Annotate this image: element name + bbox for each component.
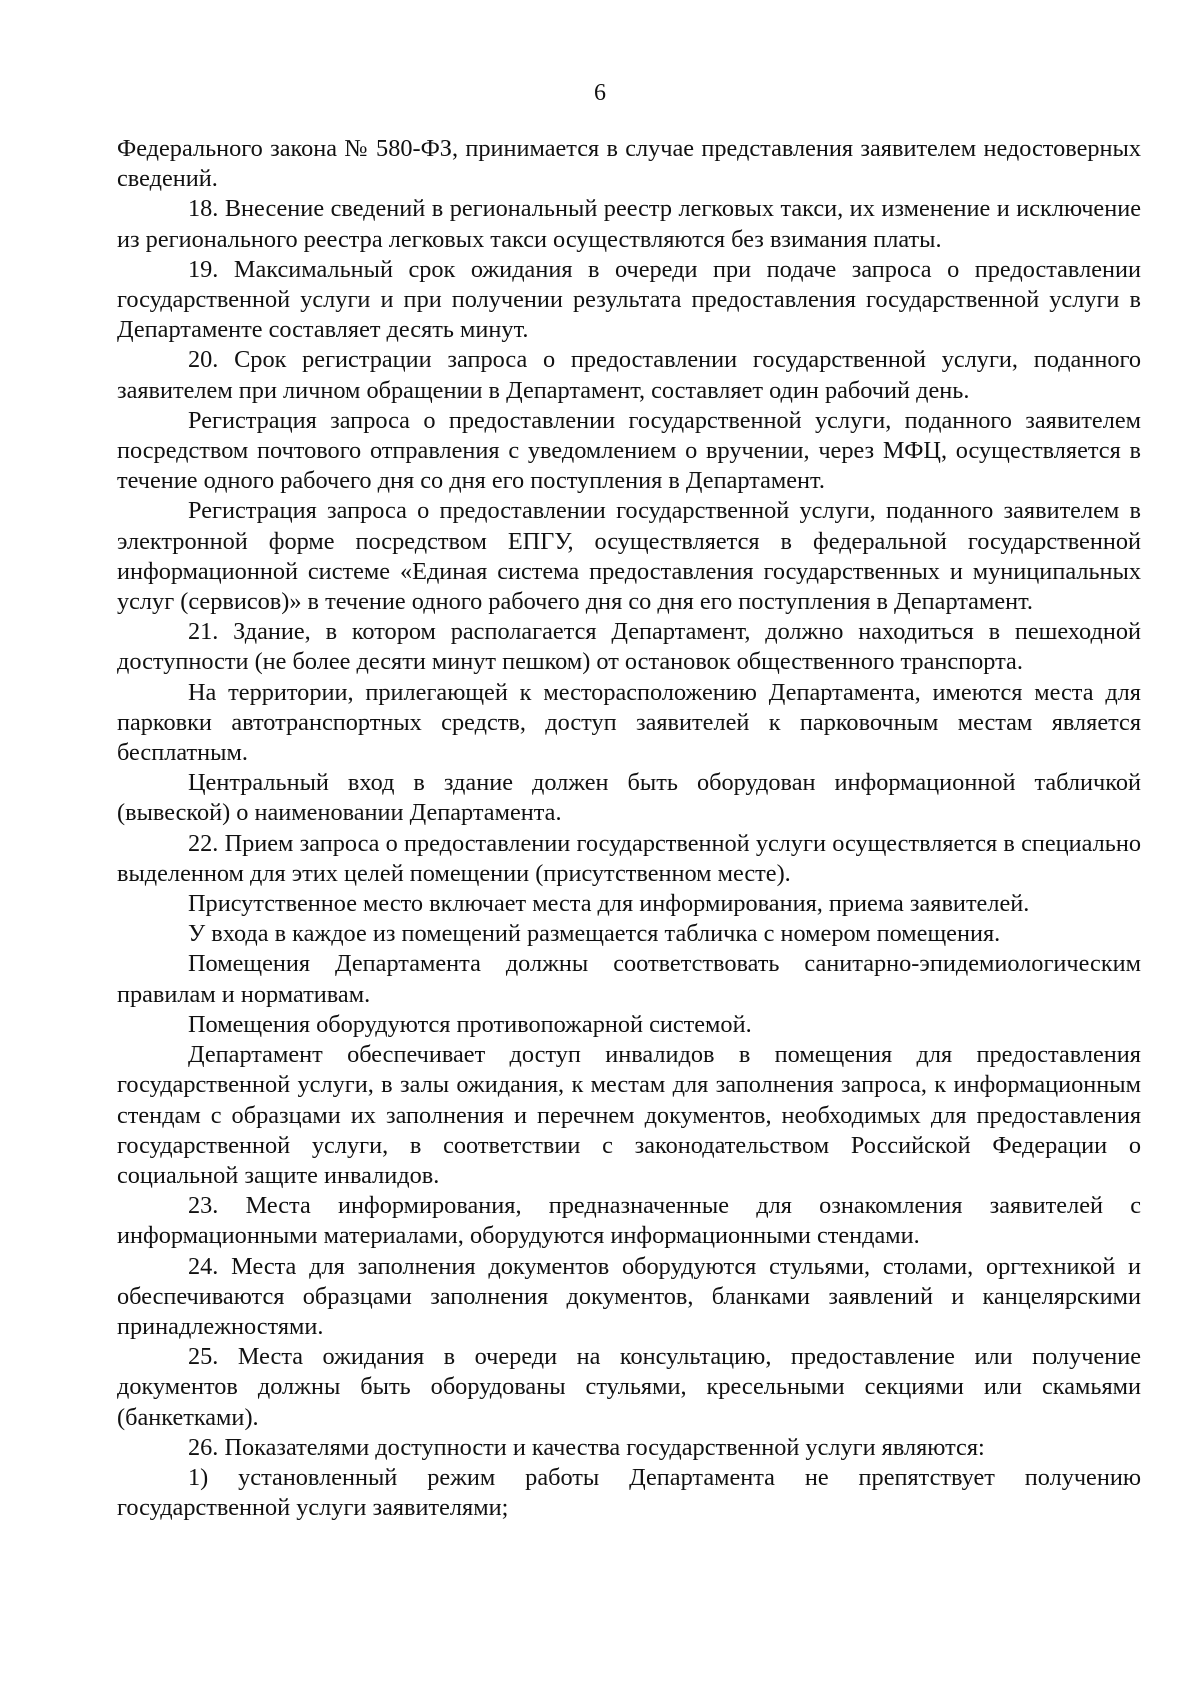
paragraph: 23. Места информирования, предназначенные для ознакомления заявителей с информационными материалами, оборудуются информационными стендами. [117,1192,1141,1250]
paragraph: Центральный вход в здание должен быть оборудован информационной табличкой (вывеской) о наименовании Департамента. [117,769,1141,827]
paragraph: 19. Максимальный срок ожидания в очереди при подаче запроса о предоставлении государственной услуги и при получении результата предоставления государственной услуги в Департаменте составляет десять минут. [117,255,1141,344]
paragraph: Помещения оборудуются противопожарной системой. [188,1010,752,1038]
paragraph: 18. Внесение сведений в региональный реестр легковых такси, их изменение и исключение из регионального реестра легковых такси осуществляются без взимания платы. [117,195,1141,253]
paragraph: 24. Места для заполнения документов оборудуются стульями, столами, оргтехникой и обеспечиваются образцами заполнения документов, бланками заявлений и канцелярскими принадлежностями. [117,1252,1141,1340]
paragraph: 26. Показателями доступности и качества государственной услуги являются: [188,1433,985,1461]
paragraph: 20. Срок регистрации запроса о предоставлении государственной услуги, поданного заявителем при личном обращении в Департамент, составляет один рабочий день. [117,346,1141,404]
paragraph: 1) установленный режим работы Департамента не препятствует получению государственной услуги заявителями; [117,1463,1141,1522]
paragraph: 22. Прием запроса о предоставлении государственной услуги осуществляется в специально выделенном для этих целей помещении (присутственном месте). [117,829,1141,887]
paragraph: 21. Здание, в котором располагается Департамент, должно находиться в пешеходной доступности (не более десяти минут пешком) от остановок общественного транспорта. [117,618,1141,676]
paragraph: Регистрация запроса о предоставлении государственной услуги, поданного заявителем в электронной форме посредством ЕПГУ, осуществляется в федеральной государственной информационной системе «Единая система предоставления государственных и муниципальных услуг (сервисов)» в течение одного рабочего дня со дня его поступления в Департамент. [117,497,1141,616]
paragraph: На территории, прилегающей к месторасположению Департамента, имеются места для парковки автотранспортных средств, доступ заявителей к парковочным местам является бесплатным. [117,678,1141,767]
document-body [117,134,1141,1523]
paragraph: Регистрация запроса о предоставлении государственной услуги, поданного заявителем посредством почтового отправления с уведомлением о вручении, через МФЦ, осуществляется в течение одного рабочего дня со дня его поступления в Департамент. [117,406,1141,495]
paragraph: У входа в каждое из помещений размещается табличка с номером помещения. [188,920,1001,948]
paragraph: Департамент обеспечивает доступ инвалидов в помещения для предоставления государственной услуги, в залы ожидания, к местам для заполнения запроса, к информационным стендам с образцами их заполнения и перечнем документов, необходимых для предоставления государственной услуги, в соответствии с законодательством Российской Федерации о социальной защите инвалидов. [117,1041,1141,1189]
paragraph: 25. Места ожидания в очереди на консультацию, предоставление или получение документов должны быть оборудованы стульями, кресельными секциями или скамьями (банкетками). [117,1343,1141,1431]
page-number: 6 [594,80,606,106]
paragraph: Помещения Департамента должны соответствовать санитарно-эпидемиологическим правилам и нормативам. [117,950,1141,1008]
paragraph: Федерального закона № 580-ФЗ, принимается в случае представления заявителем недостоверных сведений. [117,135,1141,193]
paragraph: Присутственное место включает места для информирования, приема заявителей. [188,890,1030,918]
